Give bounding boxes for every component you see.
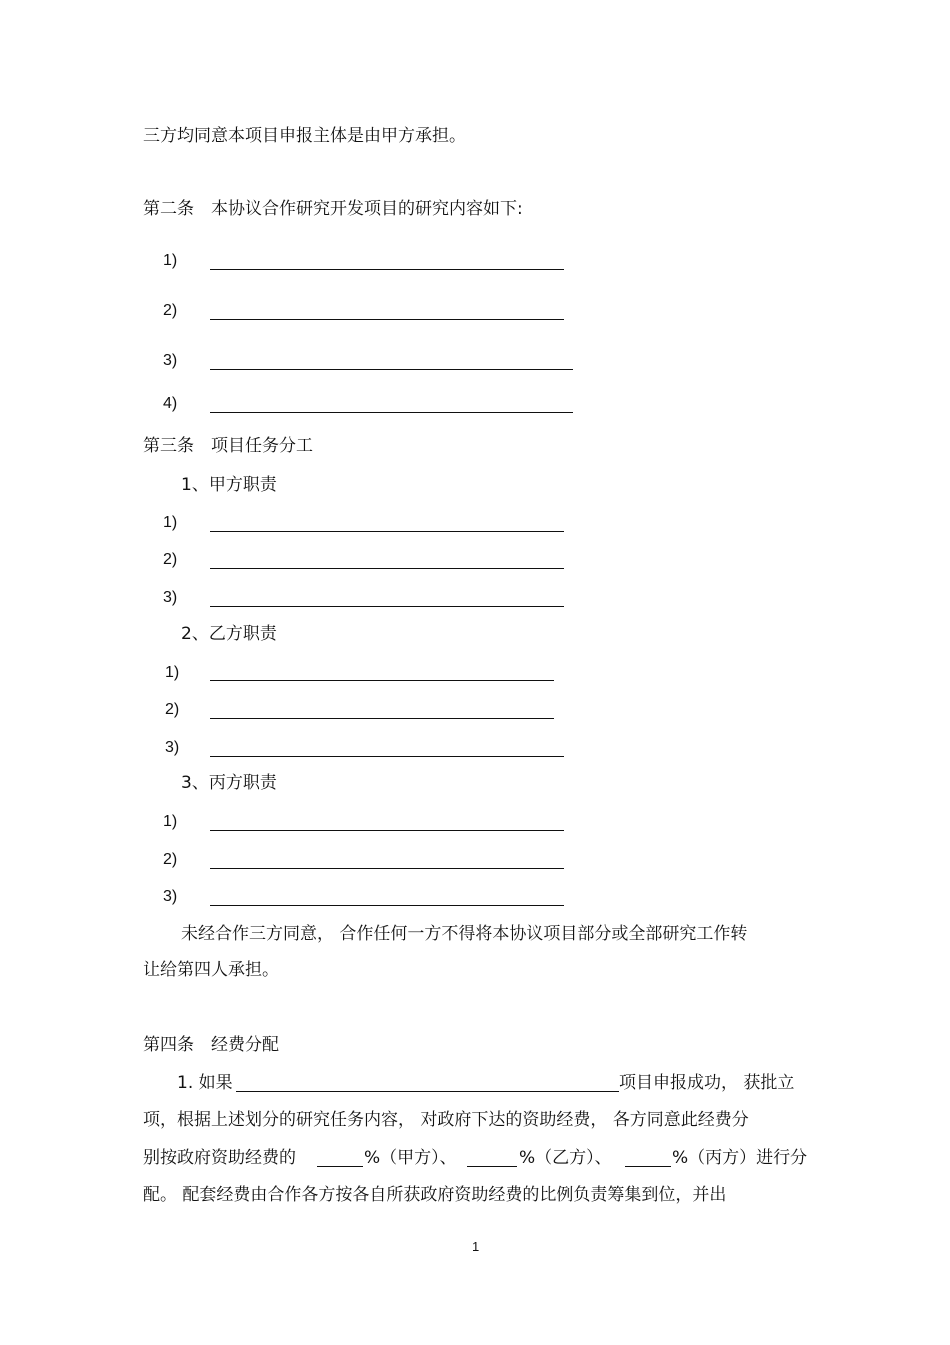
funding-para-prefix: 1. 如果 (177, 1073, 233, 1093)
article-2-item-4-blank (210, 412, 573, 413)
article-2-item-3-label: 3) (163, 352, 178, 369)
party-c-item-3-blank (210, 905, 564, 906)
party-b-item-2-label: 2) (165, 701, 180, 718)
funding-para-suffix: 项目申报成功， 获批立 (619, 1073, 795, 1093)
funding-para-line-2: 项，根据上述划分的研究任务内容， 对政府下达的资助经费， 各方同意此经费分 (143, 1110, 749, 1130)
article-2-item-4-label: 4) (163, 395, 178, 412)
party-b-item-1-label: 1) (165, 664, 180, 681)
party-a-percent-label: %（甲方）、 (364, 1148, 457, 1168)
article-4-heading: 第四条 经费分配 (143, 1035, 279, 1055)
party-c-duties-label: 3、丙方职责 (181, 773, 277, 793)
party-a-item-1-blank (210, 531, 564, 532)
party-a-item-1-label: 1) (163, 514, 178, 531)
party-c-item-1-blank (210, 830, 564, 831)
party-c-item-2-label: 2) (163, 851, 178, 868)
party-a-item-3-blank (210, 606, 564, 607)
party-b-percent-label: %（乙方）、 (519, 1148, 612, 1168)
party-b-percent-blank (467, 1166, 517, 1167)
party-a-item-2-label: 2) (163, 551, 178, 568)
party-b-item-3-label: 3) (165, 739, 180, 756)
transfer-clause-line-2: 让给第四人承担。 (143, 960, 279, 980)
party-c-item-1-label: 1) (163, 813, 178, 830)
transfer-clause-line-1: 未经合作三方同意， 合作任何一方不得将本协议项目部分或全部研究工作转 (181, 924, 748, 944)
article-2-heading: 第二条 本协议合作研究开发项目的研究内容如下: (143, 199, 523, 219)
party-a-item-2-blank (210, 568, 564, 569)
page-number: 1 (472, 1239, 480, 1254)
article-2-item-2-label: 2) (163, 302, 178, 319)
party-b-item-2-blank (210, 718, 554, 719)
party-b-item-3-blank (210, 756, 564, 757)
party-c-item-3-label: 3) (163, 888, 178, 905)
funding-para-line-3-start: 别按政府资助经费的 (143, 1148, 296, 1168)
article-3-heading: 第三条 项目任务分工 (143, 436, 313, 456)
article-2-item-1-label: 1) (163, 252, 178, 269)
party-c-percent-label: %（丙方）进行分 (672, 1148, 808, 1168)
party-c-item-2-blank (210, 868, 564, 869)
project-name-blank (236, 1091, 619, 1092)
party-a-percent-blank (317, 1166, 363, 1167)
party-c-percent-blank (625, 1166, 671, 1167)
intro-text: 三方均同意本项目申报主体是由甲方承担。 (143, 126, 466, 146)
article-2-item-1-blank (210, 269, 564, 270)
party-b-item-1-blank (210, 680, 554, 681)
article-2-item-2-blank (210, 319, 564, 320)
party-b-duties-label: 2、乙方职责 (181, 624, 277, 644)
party-a-item-3-label: 3) (163, 589, 178, 606)
article-2-item-3-blank (210, 369, 573, 370)
party-a-duties-label: 1、甲方职责 (181, 475, 277, 495)
funding-para-line-4: 配。 配套经费由合作各方按各自所获政府资助经费的比例负责筹集到位，并出 (143, 1185, 727, 1205)
